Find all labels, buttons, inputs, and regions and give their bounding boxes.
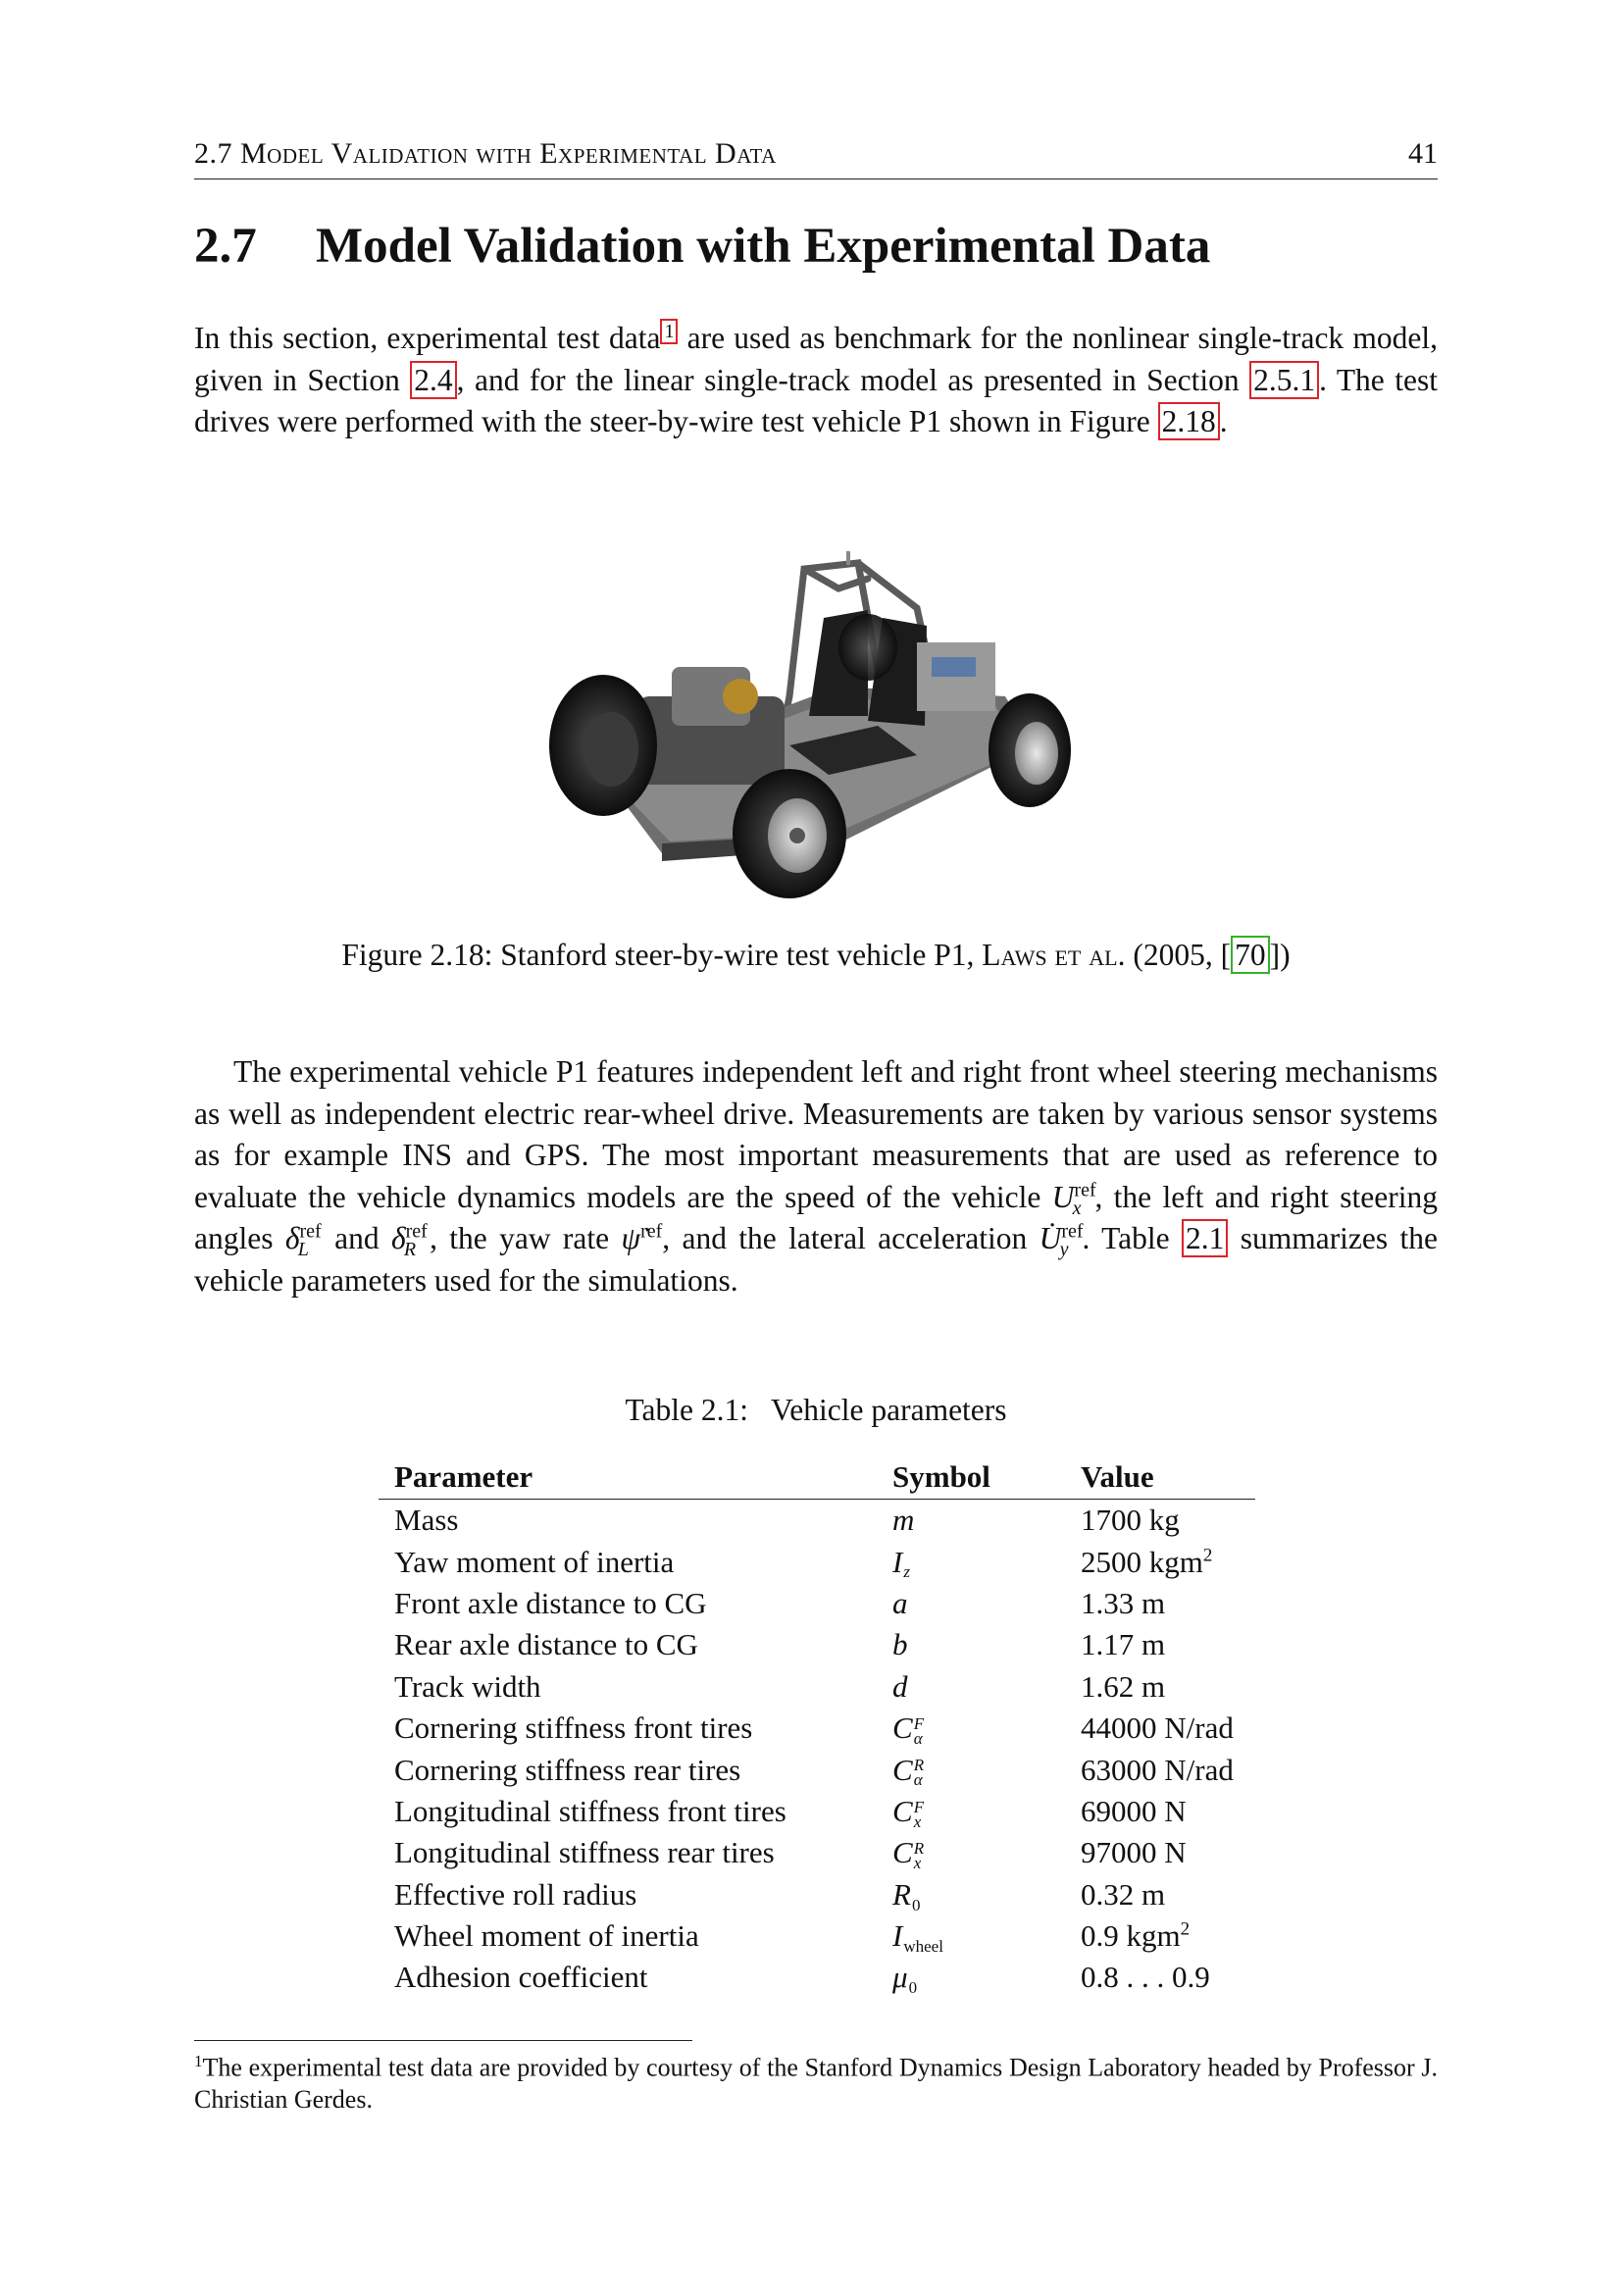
text-run: . Table <box>1082 1221 1182 1255</box>
parameter-cell: Cornering stiffness front tires <box>394 1710 753 1746</box>
symbol-cell <box>877 1624 1065 1665</box>
value-cell <box>1065 1583 1255 1624</box>
value-cell <box>1065 1874 1255 1915</box>
section-ref-link[interactable]: 2.4 <box>410 361 456 399</box>
table-row <box>379 1708 1255 1749</box>
table-row <box>379 1500 1255 1542</box>
math-symbol: δ <box>284 1221 300 1255</box>
parameter-cell: Yaw moment of inertia <box>394 1544 675 1579</box>
text-run: summarizes the vehicle parameters used for the simulations. <box>194 1221 1438 1298</box>
symbol-cell <box>877 1500 1065 1542</box>
math-superscript: ref <box>405 1220 428 1243</box>
vehicle-photo <box>544 549 1074 902</box>
value-text: 97000 N <box>1081 1835 1187 1870</box>
math-symbol: δ <box>390 1221 406 1255</box>
figure-caption: Figure 2.18: Stanford steer-by-wire test vehicle P1, Laws et al. (2005, [ 70 ]) <box>341 938 1291 972</box>
symbol-superscript: R <box>913 1756 925 1775</box>
symbol-cell <box>877 1832 1065 1873</box>
value-cell <box>1065 1624 1255 1665</box>
value-cell <box>1065 1749 1255 1790</box>
text-run: , and the lateral acceleration <box>662 1221 1040 1255</box>
math-superscript: ref <box>640 1220 663 1243</box>
footnote <box>194 2046 1438 2116</box>
math-superscript: ref <box>1074 1179 1096 1200</box>
symbol-cell <box>877 1666 1065 1708</box>
value-text: 63000 N/rad <box>1081 1752 1234 1787</box>
parameter-cell: Mass <box>394 1503 459 1538</box>
table-row <box>379 1791 1255 1832</box>
text-run: . <box>1219 404 1228 438</box>
symbol-cell <box>877 1791 1065 1832</box>
caption-text: Figure 2.18: Stanford steer-by-wire test vehicle P1, <box>341 938 983 972</box>
symbol-subscript: 0 <box>911 1895 921 1914</box>
symbol-subscript: α <box>913 1729 923 1749</box>
citation-link[interactable]: 70 <box>1231 936 1270 974</box>
table-row <box>379 1541 1255 1582</box>
math-superscript: ref <box>1061 1220 1084 1243</box>
value-text: 1700 kg <box>1081 1503 1180 1538</box>
vehicle-parameters-table <box>379 1448 1255 1999</box>
symbol-superscript: F <box>913 1797 925 1816</box>
table-row <box>379 1666 1255 1708</box>
symbol-subscript: wheel <box>903 1936 943 1956</box>
value-cell <box>1065 1541 1255 1582</box>
symbol-superscript: F <box>913 1714 925 1734</box>
value-cell <box>1065 1500 1255 1542</box>
math-superscript: ref <box>299 1220 322 1243</box>
value-cell <box>1065 1666 1255 1708</box>
math-subscript: x <box>1072 1197 1082 1219</box>
symbol-subscript: z <box>903 1562 910 1582</box>
parameter-cell: Adhesion coefficient <box>394 1960 648 1995</box>
text-run: and <box>322 1221 391 1255</box>
section-ref-link[interactable]: 2.5.1 <box>1249 361 1319 399</box>
symbol-cell <box>877 1749 1065 1790</box>
parameter-cell: Longitudinal stiffness rear tires <box>394 1835 775 1870</box>
symbol-subscript: α <box>913 1770 923 1790</box>
symbol-cell <box>877 1708 1065 1749</box>
table-row <box>379 1957 1255 1998</box>
table-header-row <box>379 1448 1255 1500</box>
text-run: In this section, experimental test data <box>194 321 661 355</box>
symbol-cell <box>877 1957 1065 1998</box>
symbol-base: R <box>892 1876 911 1912</box>
symbol-base: C <box>892 1752 913 1787</box>
symbol-cell <box>877 1541 1065 1582</box>
value-cell <box>1065 1708 1255 1749</box>
symbol-base: I <box>892 1544 903 1579</box>
value-cell <box>1065 1791 1255 1832</box>
intro-paragraph <box>194 318 1438 443</box>
caption-author: Laws et al. <box>982 938 1126 972</box>
table-body <box>379 1500 1255 1999</box>
text-run: The experimental vehicle P1 features independent left and right front wheel steering mechanisms as well as independent electric rear-wheel drive. Measurements are taken by various sensor systems as for example INS and GPS. The most important measurements that are used as reference to evaluate the vehicle dynamics models are the speed of the vehicle <box>194 1054 1438 1214</box>
footnote-text: The experimental test data are provided by courtesy of the Stanford Dynamics Design Laboratory headed by Professor J. Christian Gerdes. <box>194 2053 1438 2114</box>
table-caption: Table 2.1: Vehicle parameters <box>625 1393 1007 1427</box>
math-symbol: U <box>1051 1179 1075 1214</box>
column-header-parameter: Parameter <box>379 1448 877 1500</box>
parameter-cell: Rear axle distance to CG <box>394 1627 698 1662</box>
math-subscript: L <box>297 1239 309 1261</box>
table-row <box>379 1583 1255 1624</box>
section-number: 2.7 <box>194 219 257 274</box>
symbol-base: d <box>892 1668 908 1704</box>
caption-text: (2005, <box>1125 938 1221 972</box>
math-symbol: U̇ <box>1039 1221 1062 1255</box>
symbol-subscript: x <box>913 1854 922 1873</box>
symbol-cell <box>877 1915 1065 1957</box>
text-run: , the left and right steering angles <box>194 1179 1438 1255</box>
table-row <box>379 1874 1255 1915</box>
value-cell <box>1065 1832 1255 1873</box>
value-cell <box>1065 1957 1255 1998</box>
caption-text: ) <box>1280 938 1291 972</box>
value-text: 2500 kgm <box>1081 1544 1203 1579</box>
symbol-cell <box>877 1874 1065 1915</box>
parameter-cell: Cornering stiffness rear tires <box>394 1752 741 1787</box>
text-run: . The test drives were performed with the steer-by-wire test vehicle P1 shown in Figure <box>194 362 1438 438</box>
figure-ref-link[interactable]: 2.18 <box>1158 402 1220 440</box>
symbol-base: m <box>892 1503 915 1538</box>
value-text: 0.32 m <box>1081 1876 1166 1912</box>
footnote-mark: 1 <box>194 2052 203 2070</box>
value-text: 69000 N <box>1081 1793 1187 1828</box>
text-run: are used as benchmark for the nonlinear single-track model, given in Section <box>194 321 1438 397</box>
value-cell <box>1065 1915 1255 1957</box>
table-ref-link[interactable]: 2.1 <box>1182 1219 1228 1257</box>
value-text: 1.17 m <box>1081 1627 1166 1662</box>
math-subscript: y <box>1059 1239 1069 1261</box>
symbol-base: a <box>892 1585 908 1620</box>
value-text: 1.62 m <box>1081 1668 1166 1704</box>
value-text: 44000 N/rad <box>1081 1710 1234 1746</box>
parameter-cell: Front axle distance to CG <box>394 1585 707 1620</box>
text-run: , and for the linear single-track model as presented in Section <box>456 362 1250 397</box>
parameter-cell: Effective roll radius <box>394 1876 637 1912</box>
symbol-subscript: x <box>913 1811 922 1831</box>
value-text: 0.8 . . . 0.9 <box>1081 1960 1210 1995</box>
parameter-cell: Longitudinal stiffness front tires <box>394 1793 786 1828</box>
table-row <box>379 1749 1255 1790</box>
symbol-base: C <box>892 1793 913 1828</box>
table-row <box>379 1832 1255 1873</box>
footnote-link[interactable]: 1 <box>660 319 678 344</box>
value-text: 1.33 m <box>1081 1585 1166 1620</box>
vehicle-description-paragraph <box>194 1051 1438 1301</box>
value-superscript: 2 <box>1202 1545 1213 1566</box>
math-symbol: ψ̇ <box>621 1221 641 1255</box>
symbol-base: C <box>892 1835 913 1870</box>
table-row <box>379 1624 1255 1665</box>
table-row <box>379 1915 1255 1957</box>
symbol-superscript: R <box>913 1839 925 1859</box>
value-text: 0.9 kgm <box>1081 1918 1181 1954</box>
running-header <box>194 133 1438 179</box>
symbol-base: b <box>892 1627 908 1662</box>
symbol-base: μ <box>892 1960 908 1995</box>
footnote-rule <box>194 2040 692 2041</box>
page-number: 41 <box>1408 137 1438 170</box>
symbol-base: C <box>892 1710 913 1746</box>
parameter-cell: Wheel moment of inertia <box>394 1918 699 1954</box>
symbol-cell <box>877 1583 1065 1624</box>
running-header-title: 2.7 Model Validation with Experimental Data <box>194 137 777 170</box>
text-run: , the yaw rate <box>430 1221 622 1255</box>
symbol-subscript: 0 <box>908 1978 918 1998</box>
value-superscript: 2 <box>1180 1918 1191 1940</box>
column-header-value: Value <box>1065 1448 1255 1500</box>
section-title: Model Validation with Experimental Data <box>316 219 1211 274</box>
parameter-cell: Track width <box>394 1668 541 1704</box>
section-heading <box>194 218 1210 275</box>
math-subscript: R <box>403 1239 417 1261</box>
column-header-symbol: Symbol <box>877 1448 1065 1500</box>
symbol-base: I <box>892 1918 903 1954</box>
